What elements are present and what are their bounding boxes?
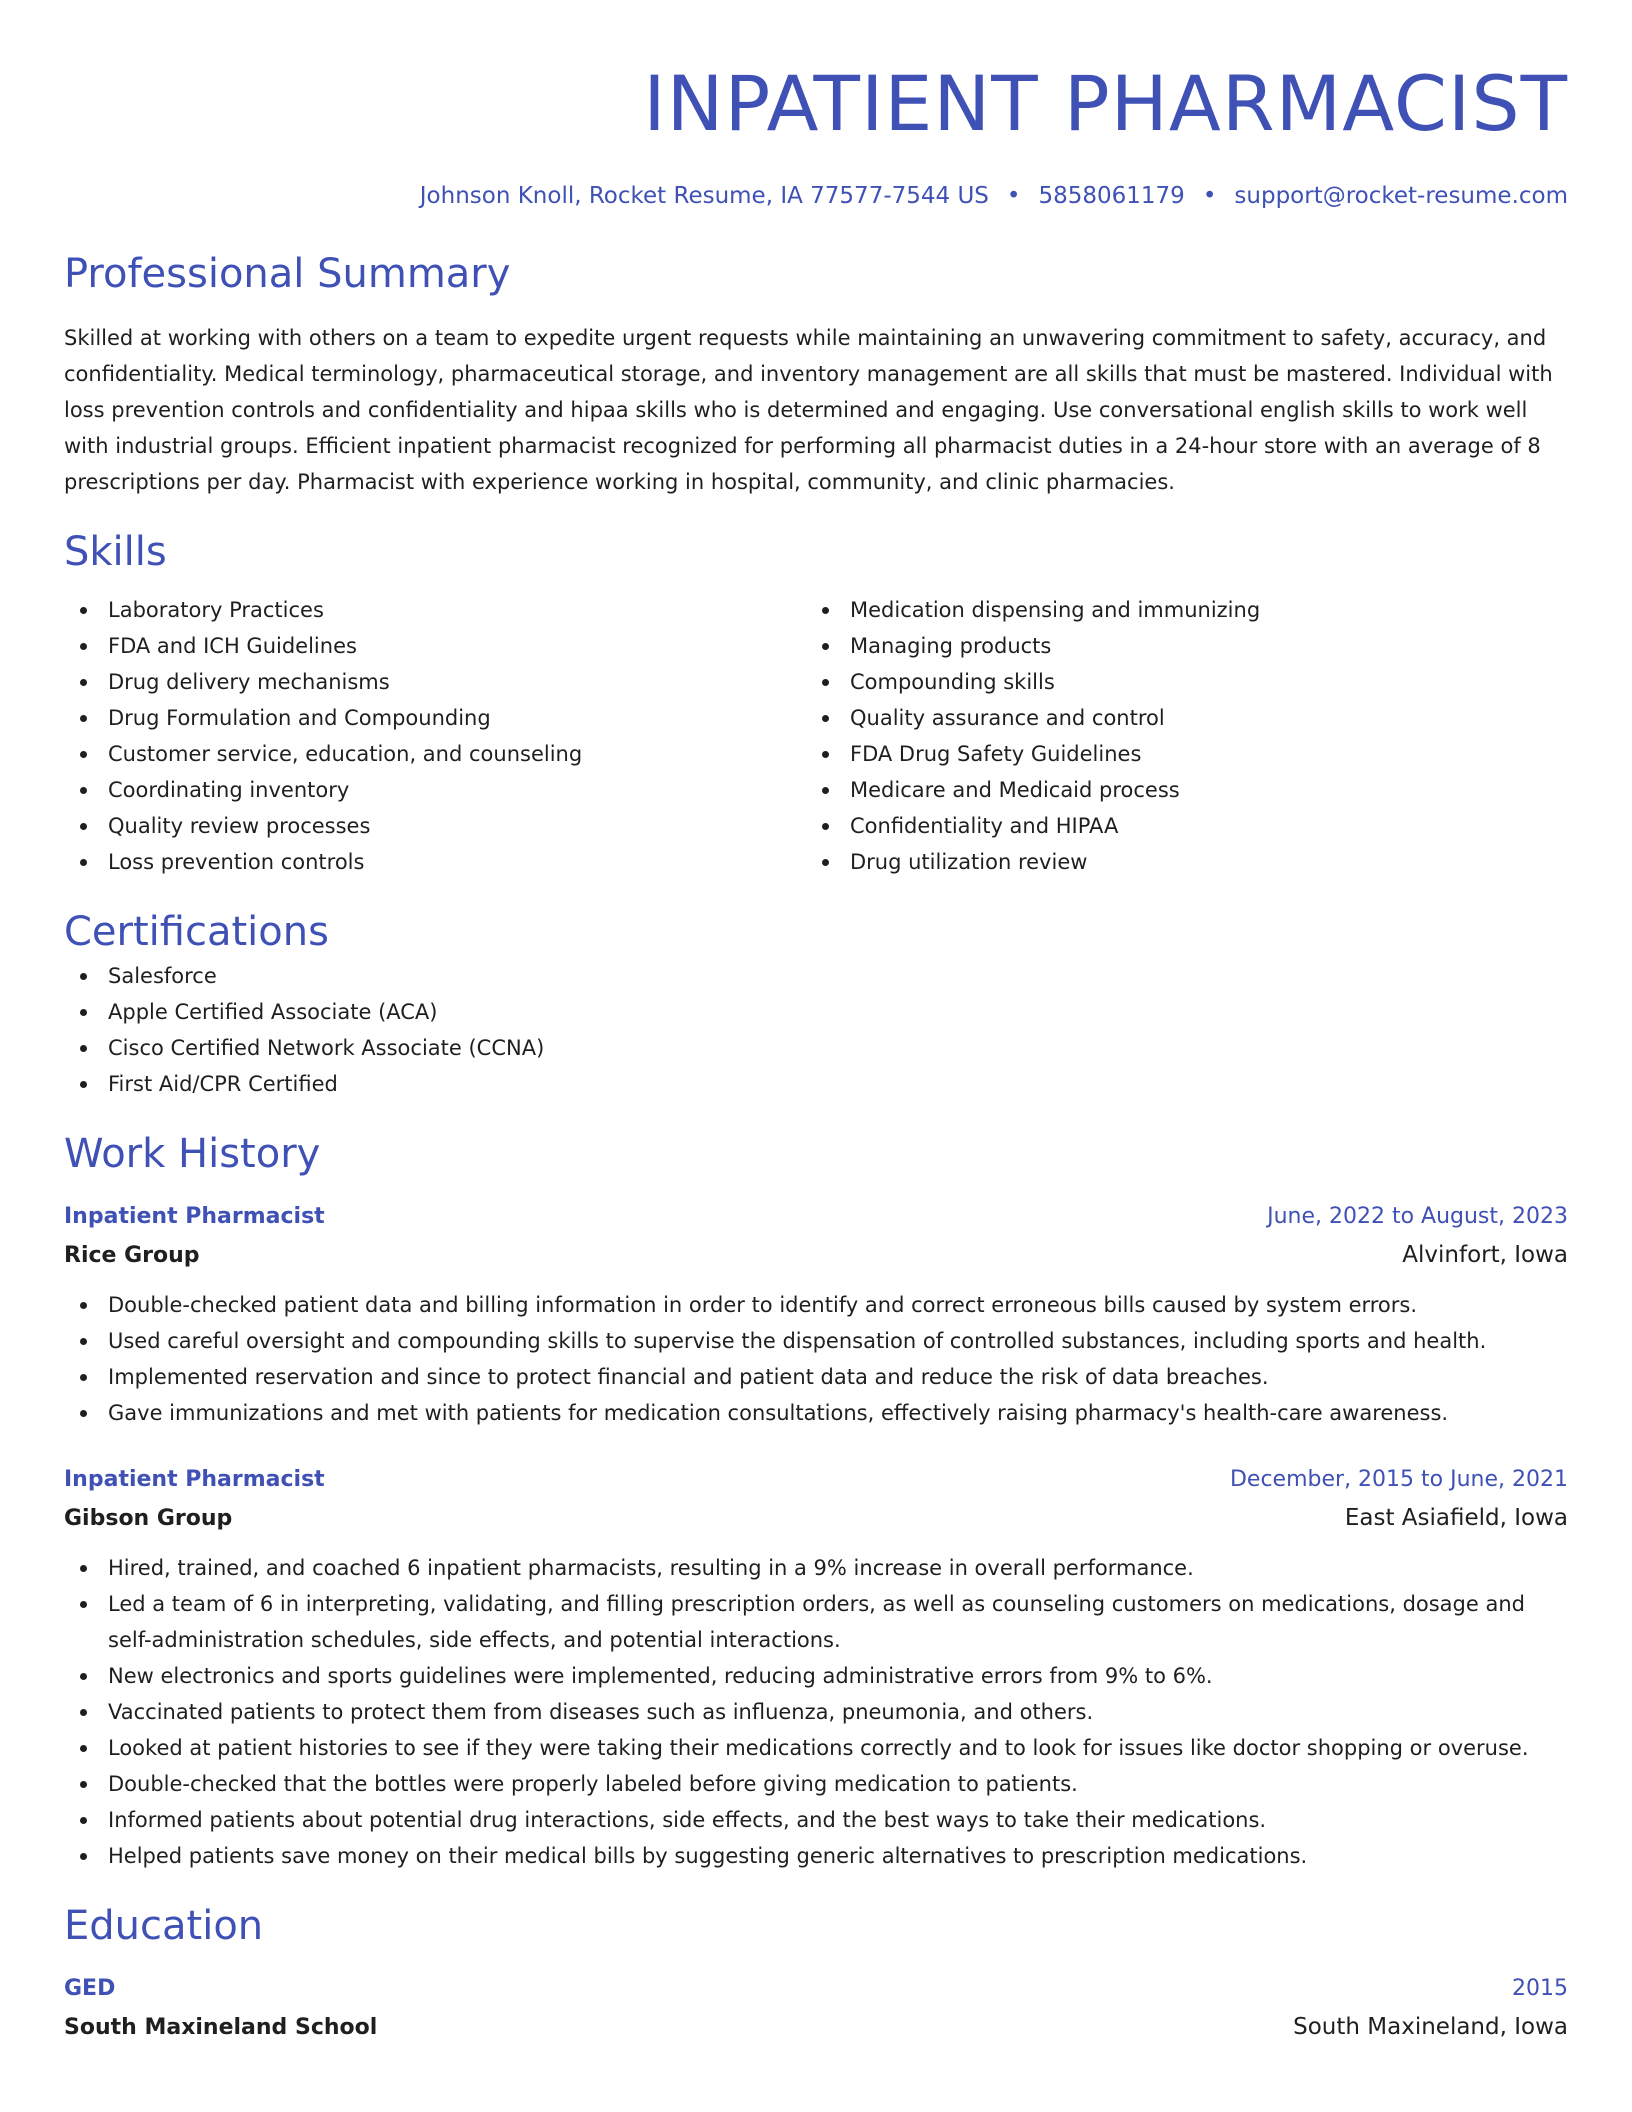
skill-item: Laboratory Practices [64, 592, 806, 628]
job-dates: June, 2022 to August, 2023 [1267, 1204, 1568, 1229]
job-title: Inpatient Pharmacist [64, 1204, 325, 1229]
skill-item: Drug delivery mechanisms [64, 664, 806, 700]
skill-item: Medicare and Medicaid process [806, 772, 1548, 808]
job-bullet: Informed patients about potential drug interactions, side effects, and the best ways to take their medications. [64, 1802, 1568, 1838]
certification-item: Salesforce [64, 958, 1568, 994]
section-title-work-history: Work History [64, 1131, 321, 1177]
education-school: South Maxineland School [64, 2015, 378, 2040]
job-bullet: Vaccinated patients to protect them from diseases such as influenza, pneumonia, and others. [64, 1694, 1568, 1730]
job-location: Alvinfort, Iowa [1402, 1242, 1568, 1268]
job-bullet: Looked at patient histories to see if they were taking their medications correctly and to look for issues like doctor shopping or overuse. [64, 1730, 1568, 1766]
job-bullet: Helped patients save money on their medical bills by suggesting generic alternatives to prescription medications. [64, 1838, 1568, 1874]
job-bullets [64, 1287, 1568, 1431]
contact-phone: 5858061179 [1038, 183, 1185, 209]
section-title-summary: Professional Summary [64, 251, 511, 297]
job-title: Inpatient Pharmacist [64, 1467, 325, 1492]
resume-header [64, 56, 1568, 212]
job-bullet: Implemented reservation and since to protect financial and patient data and reduce the risk of data breaches. [64, 1359, 1568, 1395]
job-dates: December, 2015 to June, 2021 [1229, 1467, 1568, 1492]
candidate-name: INPATIENT PHARMACIST [643, 59, 1568, 148]
job-bullet: Double-checked patient data and billing information in order to identify and correct erroneous bills caused by system errors. [64, 1287, 1568, 1323]
skills-grid [64, 592, 1568, 880]
skill-item: FDA Drug Safety Guidelines [806, 736, 1548, 772]
skill-item: Quality assurance and control [806, 700, 1548, 736]
contact-separator: • [1006, 183, 1021, 209]
contact-line [64, 180, 1568, 212]
education-entry [64, 1972, 1568, 2045]
certification-item: First Aid/CPR Certified [64, 1066, 1568, 1102]
skill-item: Quality review processes [64, 808, 806, 844]
skill-item: Confidentiality and HIPAA [806, 808, 1548, 844]
skill-item: Drug utilization review [806, 844, 1548, 880]
contact-separator: • [1202, 183, 1217, 209]
section-title-education: Education [64, 1903, 264, 1949]
education-degree: GED [64, 1976, 116, 2001]
job-entry [64, 1200, 1568, 1431]
certification-item: Cisco Certified Network Associate (CCNA) [64, 1030, 1568, 1066]
job-bullet: New electronics and sports guidelines were implemented, reducing administrative errors from 9% to 6%. [64, 1658, 1568, 1694]
skills-column-left [64, 592, 806, 880]
education-year: 2015 [1512, 1976, 1568, 2001]
job-company: Gibson Group [64, 1506, 233, 1531]
skills-column-right [806, 592, 1548, 880]
education-location: South Maxineland, Iowa [1293, 2014, 1568, 2040]
contact-email[interactable]: support@rocket-resume.com [1234, 183, 1568, 209]
job-bullet: Gave immunizations and met with patients for medication consultations, effectively raising pharmacy's health-care awareness. [64, 1395, 1568, 1431]
section-title-certifications: Certifications [64, 909, 329, 955]
job-bullets [64, 1550, 1568, 1874]
job-entry [64, 1463, 1568, 1874]
certification-list [64, 958, 1568, 1102]
contact-address: Johnson Knoll, Rocket Resume, IA 77577-7544 US [419, 183, 989, 209]
skill-item: Managing products [806, 628, 1548, 664]
skill-item: Compounding skills [806, 664, 1548, 700]
certification-item: Apple Certified Associate (ACA) [64, 994, 1568, 1030]
skill-item: Customer service, education, and counseling [64, 736, 806, 772]
skill-item: Medication dispensing and immunizing [806, 592, 1548, 628]
skill-item: Loss prevention controls [64, 844, 806, 880]
skill-item: Drug Formulation and Compounding [64, 700, 806, 736]
section-title-skills: Skills [64, 529, 167, 575]
job-bullet: Led a team of 6 in interpreting, validating, and filling prescription orders, as well as counseling customers on medications, dosage and self-administration schedules, side effects, and potential interactions. [64, 1586, 1568, 1658]
job-company: Rice Group [64, 1243, 200, 1268]
skill-item: FDA and ICH Guidelines [64, 628, 806, 664]
job-location: East Asiafield, Iowa [1344, 1505, 1568, 1531]
job-bullet: Double-checked that the bottles were properly labeled before giving medication to patients. [64, 1766, 1568, 1802]
skill-item: Coordinating inventory [64, 772, 806, 808]
job-bullet: Used careful oversight and compounding skills to supervise the dispensation of controlled substances, including sports and health. [64, 1323, 1568, 1359]
summary-text: Skilled at working with others on a team to expedite urgent requests while maintaining an unwavering commitment to safety, accuracy, and confidentiality. Medical terminology, pharmaceutical storage, and inventory management are all skills that must be mastered. Individual with loss prevention controls and confidentiality and hipaa skills who is determined and engaging. Use conversational english skills to work well with industrial groups. Efficient inpatient pharmacist recognized for performing all pharmacist duties in a 24-hour store with an average of 8 prescriptions per day. Pharmacist with experience working in hospital, community, and clinic pharmacies. [64, 326, 1553, 494]
job-bullet: Hired, trained, and coached 6 inpatient pharmacists, resulting in a 9% increase in overall performance. [64, 1550, 1568, 1586]
